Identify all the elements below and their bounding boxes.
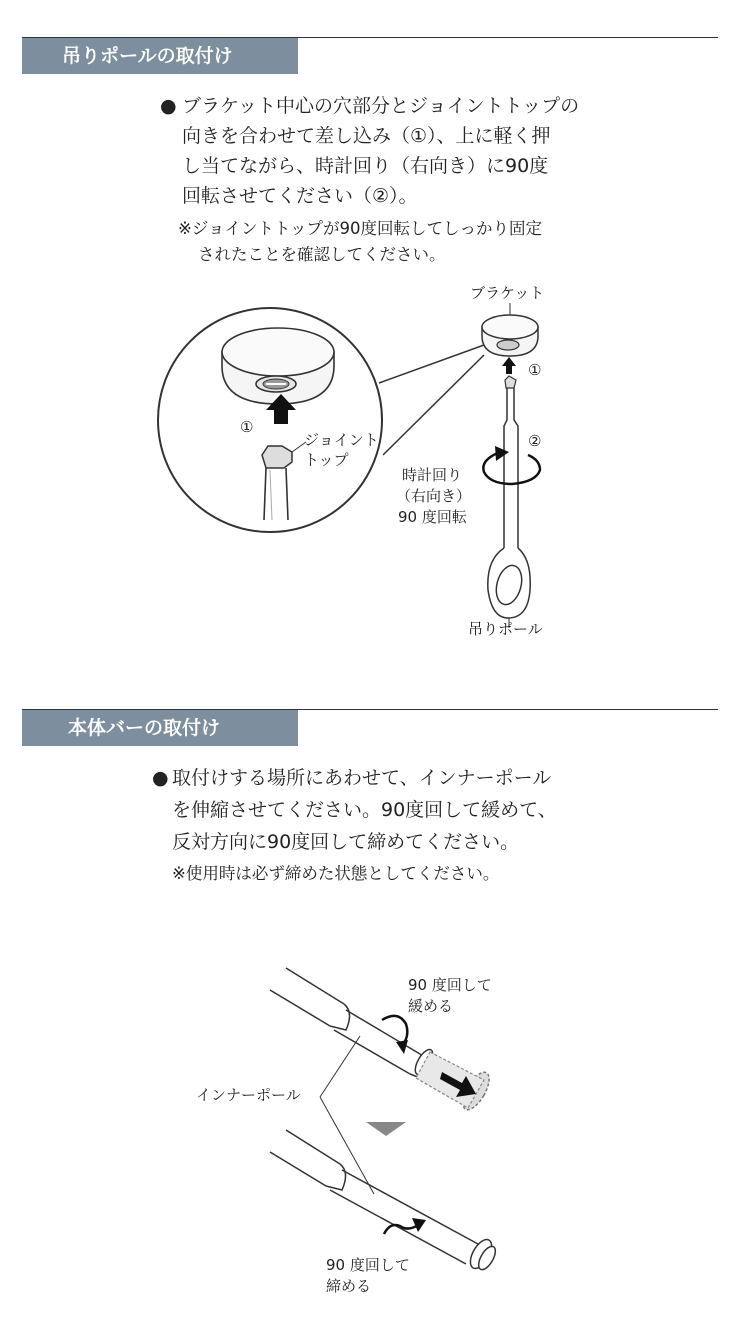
step1-zoom-label: ①: [240, 418, 254, 436]
rotate-label-1: 時計回り: [402, 466, 463, 484]
rotate-label-3: 90 度回転: [398, 508, 467, 526]
section1-bullet: ●: [160, 95, 177, 117]
section1-note-2: されたことを確認してください。: [198, 245, 446, 264]
section1-note-1: ※ジョイントトップが90度回転してしっかり固定: [178, 219, 542, 238]
rotate-label-2: （右向き）: [396, 487, 472, 505]
step2-label: ②: [528, 432, 542, 450]
section2-line-3: 反対方向に90度回して締めてください。: [172, 831, 520, 853]
section1-line-4: 回転させてください（②）。: [182, 185, 418, 207]
tighten-label-1: 90 度回して: [326, 1256, 410, 1274]
pole-label: 吊りポール: [468, 620, 543, 638]
loosen-label-2: 緩める: [408, 997, 454, 1015]
section1-line-2: 向きを合わせて差し込み（①）、上に軽く押: [182, 125, 551, 147]
section2-line-2: を伸縮させてください。90度回して緩めて、: [172, 799, 557, 821]
section2-note: ※使用時は必ず締めた状態としてください。: [172, 864, 500, 883]
section2-line-1: 取付けする場所にあわせて、インナーポール: [172, 767, 552, 789]
bar-lower: [270, 1130, 499, 1272]
inner-pole-leaders: [320, 1036, 374, 1194]
loosen-label-1: 90 度回して: [408, 976, 492, 994]
inner-pole-label: インナーポール: [196, 1086, 301, 1104]
tighten-label-2: 締める: [326, 1277, 372, 1295]
next-step-triangle: [366, 1122, 406, 1136]
step1-label: ①: [528, 361, 542, 379]
bracket-label: ブラケット: [470, 284, 545, 302]
section2-bullet: ●: [152, 767, 169, 789]
joint-top-label-2: トップ: [304, 451, 349, 469]
section1-title: 吊りポールの取付け: [62, 45, 233, 67]
section1-line-3: し当てながら、時計回り（右向き）に90度: [182, 155, 549, 177]
section1-line-1: ブラケット中心の穴部分とジョイントトップの: [182, 95, 580, 117]
section2-title: 本体バーの取付け: [68, 717, 221, 739]
joint-top-label-1: ジョイント: [304, 431, 379, 449]
